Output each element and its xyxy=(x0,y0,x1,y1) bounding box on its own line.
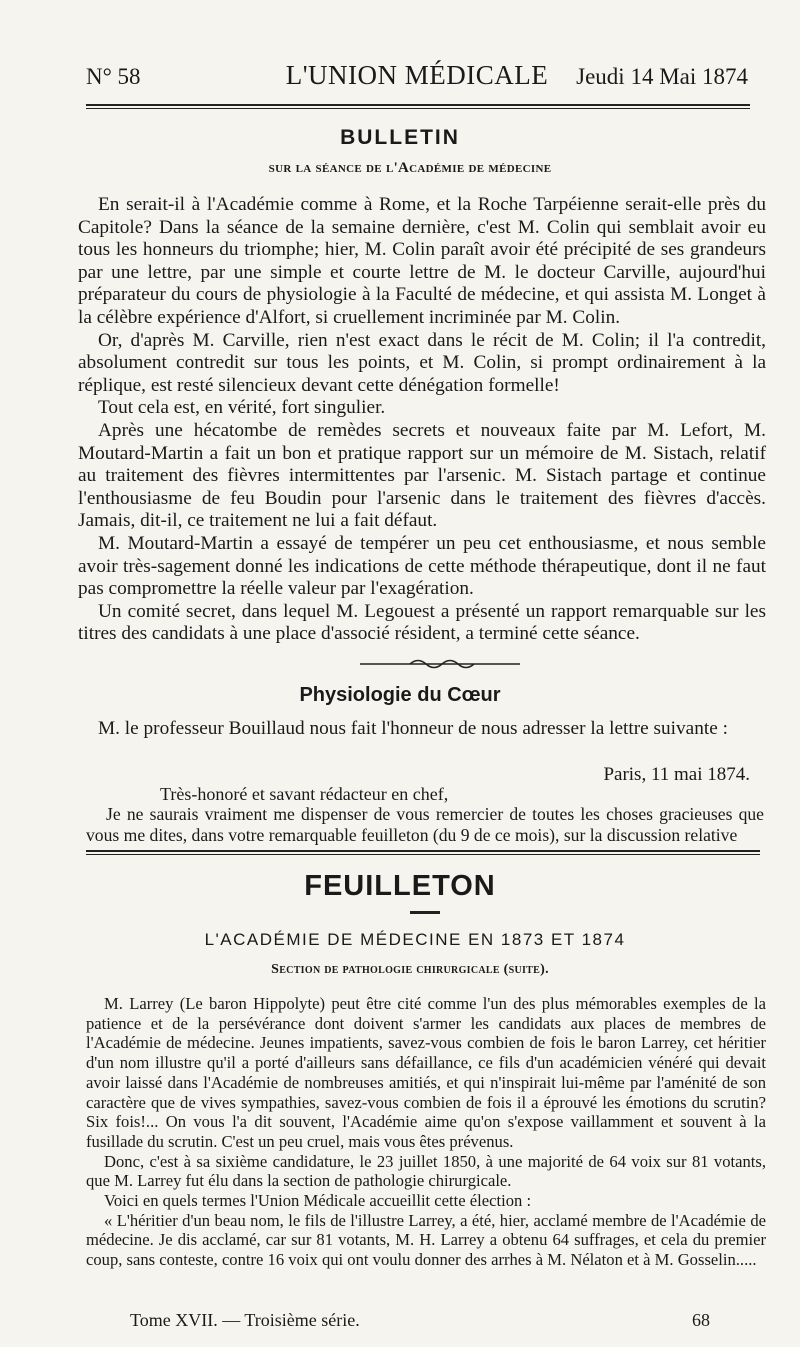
letter-body xyxy=(86,804,764,846)
bulletin-body xyxy=(78,194,766,646)
bulletin-paragraph: Tout cela est, en vérité, fort singulier. xyxy=(98,397,386,419)
page-number: 68 xyxy=(692,1310,710,1330)
issue-date: Jeudi 14 Mai 1874 xyxy=(576,64,748,89)
feuilleton-rule xyxy=(86,850,760,855)
feuilleton-paragraph: Voici en quels termes l'Union Médicale accueillit cette élection : xyxy=(104,1191,532,1211)
header-rule xyxy=(86,104,750,109)
feuilleton-paragraph: « L'héritier d'un beau nom, le fils de l'illustre Larrey, a été, hier, acclamé membre de l'Académie de médecine. Je dis acclamé, car sur 81 votants, M. H. Larrey a obtenu 64 suffrages, et cela du premier coup, sans conteste, contre 16 voix qui ont voulu donner des arrhes à M. Nélaton et à M. Gosselin..... xyxy=(86,1210,766,1270)
issue-number: N° 58 xyxy=(86,64,141,89)
physiologie-title: Physiologie du Cœur xyxy=(299,684,501,706)
volume-info: Tome XVII. — Troisième série. xyxy=(130,1310,360,1330)
bulletin-paragraph: Après une hécatombe de remèdes secrets et nouveaux faite par M. Lefort, M. Moutard-Martin a fait un bon et pratique rapport sur un mémoire de M. Sistach, relatif au traitement des fièvres intermittentes par l'arsenic. M. Sistach partage et continue l'enthousiasme de feu Boudin pour l'arsenic dans le traitement des fièvres d'accès. Jamais, dit-il, ce traitement ne lui a fait défaut. xyxy=(78,419,766,532)
feuilleton-paragraph: M. Larrey (Le baron Hippolyte) peut être cité comme l'un des plus mémorables exemples de la patience et de la persévérance dont doivent s'armer les candidats aux places de membres de l'Académie de médecine. Jeunes impatients, savez-vous combien de fois le baron Larrey, cet héritier d'un nom illustre qu'il a porté d'ailleurs sans défaillance, ce fils d'un académicien vénéré qui devait avoir laissé dans l'Académie de nombreuses amitiés, et qui n'inspirait lui-même par l'aménité de son caractère que de vives sympathies, savez-vous combien de fois il a éprouvé les émotions du scrutin? Six fois!... On vous l'a dit souvent, l'Académie aime qu'on s'expose vaillamment et souvent à la fusillade du scrutin. C'est un peu cruel, mais vous êtes prévenus. xyxy=(86,994,766,1151)
feuilleton-paragraph: Donc, c'est à sa sixième candidature, le 23 juillet 1850, à une majorité de 64 voix sur 81 votants, que M. Larrey fut élu dans la section de pathologie chirurgicale. xyxy=(86,1151,766,1191)
feuilleton-title: FEUILLETON xyxy=(304,870,496,902)
short-rule xyxy=(410,911,440,914)
bulletin-paragraph: Or, d'après M. Carville, rien n'est exact dans le récit de M. Colin; il l'a contredit, absolument contredit sur tous les points, et M. Colin, si prompt ordinairement à la réplique, est resté silencieux devant cette dénégation formelle! xyxy=(78,329,766,396)
physiologie-intro-block xyxy=(78,718,760,741)
bulletin-paragraph: M. Moutard-Martin a essayé de tempérer un peu cet enthousiasme, et nous semble avoir très-sagement donné les indications de cette méthode thérapeutique, dont il ne faut pas compromettre la réelle valeur par l'exagération. xyxy=(78,532,766,600)
bulletin-subtitle: sur la séance de l'Académie de médecine xyxy=(268,160,552,176)
feuilleton-section: Section de pathologie chirurgicale (suite). xyxy=(271,962,549,977)
place-date: Paris, 11 mai 1874. xyxy=(603,764,750,785)
letter-paragraph: Je ne saurais vraiment me dispenser de vous remercier de toutes les choses gracieuses que vous me dites, dans votre remarquable feuilleton (du 9 de ce mois), sur la discussion relative xyxy=(86,804,764,845)
journal-title: L'UNION MÉDICALE xyxy=(285,60,549,90)
bulletin-title: BULLETIN xyxy=(340,126,460,149)
bulletin-paragraph: En serait-il à l'Académie comme à Rome, et la Roche Tarpéienne serait-elle près du Capitole? Dans la séance de la semaine dernière, c'est M. Colin qui semblait avoir eu tous les honneurs du triomphe; hier, M. Colin paraît avoir été précipité de ses grandeurs par une lettre, par une simple et courte lettre de M. le docteur Carville, aujourd'hui préparateur du cours de physiologie à la Faculté de médecine, et qui assista M. Longet à la célèbre expérience d'Alfort, si cruellement incriminée par M. Colin. xyxy=(78,194,766,328)
ornament-divider xyxy=(360,655,520,673)
salutation: Très-honoré et savant rédacteur en chef, xyxy=(160,784,449,804)
feuilleton-body xyxy=(86,994,766,1270)
physiologie-intro: M. le professeur Bouillaud nous fait l'honneur de nous adresser la lettre suivante : xyxy=(98,718,728,739)
running-head xyxy=(86,60,748,100)
bulletin-paragraph: Un comité secret, dans lequel M. Legouest a présenté un rapport remarquable sur les titres des candidats à une place d'associé résident, a terminé cette séance. xyxy=(78,600,766,645)
feuilleton-subtitle: L'ACADÉMIE DE MÉDECINE EN 1873 ET 1874 xyxy=(204,930,626,949)
